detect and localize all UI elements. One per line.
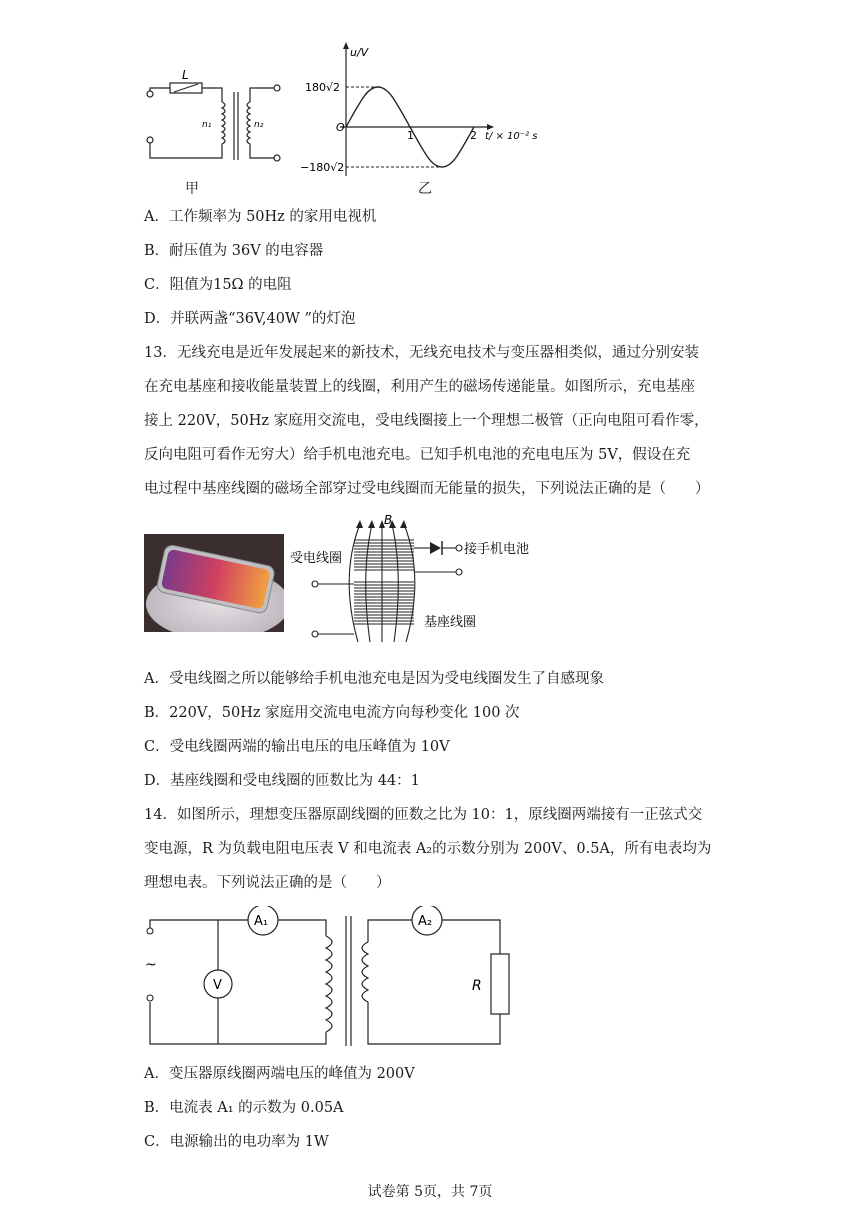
inductor-label: L <box>182 68 189 82</box>
page-footer: 试卷第 5页，共 7页 <box>367 1184 493 1200</box>
origin-label: O <box>336 121 345 134</box>
t-axis-label: t/ × 10⁻² s <box>485 131 538 142</box>
n2-label: n₂ <box>254 120 264 130</box>
peak-negative-label: −180√2 <box>300 161 345 174</box>
resistor-label: R <box>472 978 482 994</box>
q12-option-a: A．工作频率为 50Hz 的家用电视机 <box>144 209 377 225</box>
q14-stem-line-2: 变电源，R 为负载电阻电压表 V 和电流表 A₂的示数分别为 200V、0.5A，所有电表均为 <box>144 841 712 857</box>
magnetic-field-label: B <box>384 513 393 527</box>
q13-stem-line-1: 13．无线充电是近年发展起来的新技术，无线充电技术与变压器相类似，通过分别安装 <box>144 345 699 361</box>
tick-1-label: 1 <box>407 129 414 142</box>
ac-source-label: ~ <box>145 957 157 973</box>
q14-option-b: B．电流表 A₁ 的示数为 0.05A <box>144 1100 344 1116</box>
q12-option-b: B．耐压值为 36V 的电容器 <box>144 243 324 259</box>
q13-stem-line-2: 在充电基座和接收能量装置上的线圈，利用产生的磁场传递能量。如图所示，充电基座 <box>144 379 695 395</box>
wireless-charging-coil-diagram <box>290 510 550 646</box>
q14-stem-line-1: 14．如图所示，理想变压器原副线圈的匝数之比为 10：1，原线圈两端接有一正弦式交 <box>144 807 703 823</box>
ammeter-a1-label: A₁ <box>254 914 269 929</box>
q13-stem-line-5: 电过程中基座线圈的磁场全部穿过受电线圈而无能量的损失，下列说法正确的是（ ） <box>144 481 710 497</box>
tick-2-label: 2 <box>470 129 477 142</box>
receiver-coil-label: 受电线圈 <box>290 551 343 566</box>
transformer-circuit-q14 <box>140 906 520 1052</box>
q12-option-d: D．并联两盏“36V,40W ”的灯泡 <box>144 311 356 327</box>
q13-stem-line-4: 反向电阻可看作无穷大）给手机电池充电。已知手机电池的充电电压为 5V，假设在充 <box>144 447 691 463</box>
q13-option-c: C．受电线圈两端的输出电压的电压峰值为 10V <box>144 739 450 755</box>
voltmeter-label: V <box>213 978 222 993</box>
transformer-figure-jia <box>140 62 290 170</box>
figure-label-jia: 甲 <box>185 181 199 197</box>
wireless-charger-photo <box>144 534 284 632</box>
q13-stem-line-3: 接上 220V，50Hz 家庭用交流电，受电线圈接上一个理想二极管（正向电阻可看作零， <box>144 413 709 429</box>
base-coil-label: 基座线圈 <box>424 615 477 630</box>
q13-option-b: B．220V，50Hz 家庭用交流电电流方向每秒变化 100 次 <box>144 705 520 721</box>
q12-option-c: C．阻值为15Ω 的电阻 <box>144 277 292 293</box>
q14-option-a: A．变压器原线圈两端电压的峰值为 200V <box>144 1066 415 1082</box>
u-axis-label: u/V <box>350 46 369 59</box>
q13-option-d: D．基座线圈和受电线圈的匝数比为 44：1 <box>144 773 420 789</box>
peak-positive-label: 180√2 <box>305 81 341 94</box>
n1-label: n₁ <box>202 120 212 130</box>
q14-stem-line-3: 理想电表。下列说法正确的是（ ） <box>144 875 391 891</box>
voltage-waveform-yi <box>300 36 550 186</box>
figure-label-yi: 乙 <box>418 181 432 197</box>
battery-label: 接手机电池 <box>464 542 530 557</box>
q13-option-a: A．受电线圈之所以能够给手机电池充电是因为受电线圈发生了自感现象 <box>144 671 604 687</box>
q14-option-c: C．电源输出的电功率为 1W <box>144 1134 329 1150</box>
ammeter-a2-label: A₂ <box>418 914 433 929</box>
